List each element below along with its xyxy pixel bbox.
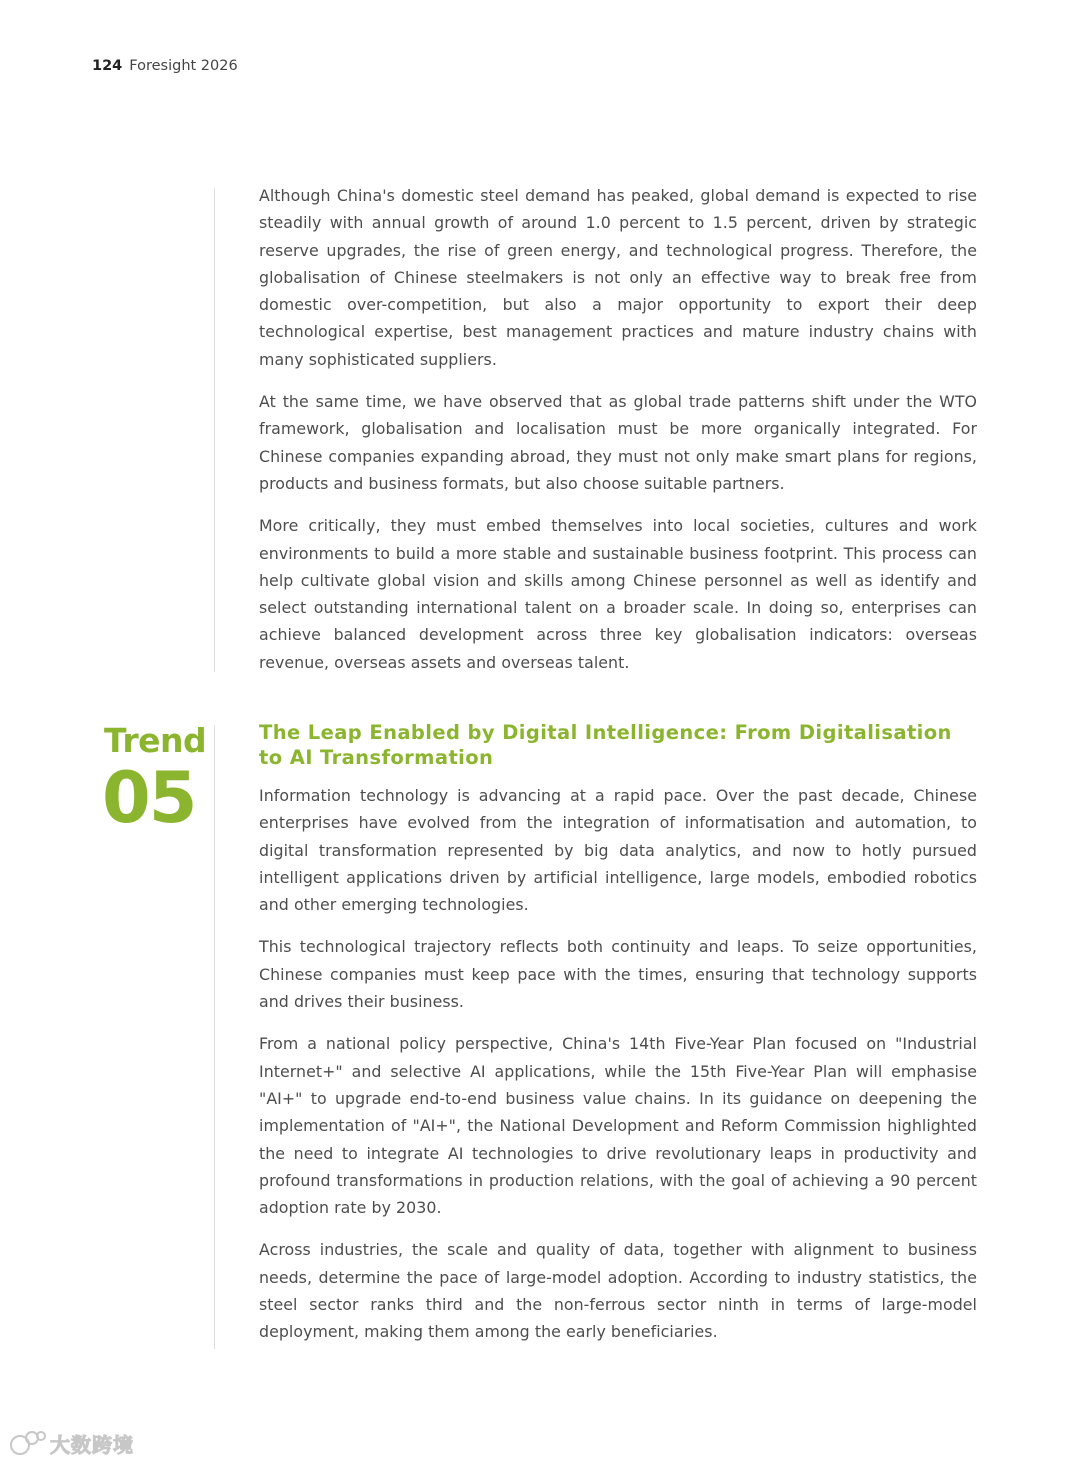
paragraph: This technological trajectory reflects both continuity and leaps. To seize opportunities, Chinese companies must keep pace with the times, ensuring that technology supports and drives their business. xyxy=(259,937,977,1012)
paragraph: Information technology is advancing at a rapid pace. Over the past decade, Chinese enterprises have evolved from the integration of informatisation and automation, to digital transformation represented by big data analytics, and now to hotly pursued intelligent applications driven by artificial intelligence, large models, embodied robotics and other emerging technologies. xyxy=(259,786,977,915)
page-header xyxy=(92,58,238,74)
paragraph: Across industries, the scale and quality of data, together with alignment to business needs, determine the pace of large-model adoption. According to industry statistics, the steel sector ranks third and the non-ferrous sector ninth in terms of large-model deployment, making them among the early beneficiaries. xyxy=(259,1240,977,1342)
publication-title: Foresight 2026 xyxy=(129,58,238,74)
section-one-body xyxy=(259,182,977,691)
watermark-text: 大数跨境 xyxy=(50,1432,134,1457)
watermark-logo-icon xyxy=(8,1428,46,1458)
paragraph: More critically, they must embed themselves into local societies, cultures and work environments to build a more stable and sustainable business footprint. This process can help cultivate global vision and skills among Chinese personnel as well as identify and select outstanding international talent on a broader scale. In doing so, enterprises can achieve balanced development across three key globalisation indicators: overseas revenue, overseas assets and overseas talent. xyxy=(259,516,977,672)
watermark xyxy=(8,1428,134,1458)
trend-body xyxy=(259,720,977,1361)
section-divider-bottom xyxy=(214,725,215,1349)
trend-label: Trend xyxy=(104,721,207,760)
trend-heading: The Leap Enabled by Digital Intelligence: From Digitalisation to AI Transformation xyxy=(259,721,952,769)
paragraph: From a national policy perspective, China's 14th Five-Year Plan focused on "Industrial Internet+" and selective AI applications, while the 15th Five-Year Plan will emphasise "AI+" to upgrade end-to-end business value chains. In its guidance on deepening the implementation of "AI+", the National Development and Reform Commission highlighted the need to integrate AI technologies to drive revolutionary leaps in productivity and profound transformations in production relations, with the goal of achieving a 90 percent adoption rate by 2030. xyxy=(259,1034,977,1218)
paragraph: At the same time, we have observed that as global trade patterns shift under the WTO framework, globalisation and localisation must be more organically integrated. For Chinese companies expanding abroad, they must not only make smart plans for regions, products and business formats, but also choose suitable partners. xyxy=(259,392,977,493)
trend-number: 05 xyxy=(102,757,196,839)
section-divider-top xyxy=(214,188,215,672)
paragraph: Although China's domestic steel demand has peaked, global demand is expected to rise steadily with annual growth of around 1.0 percent to 1.5 percent, driven by strategic reserve upgrades, the rise of green energy, and technological progress. Therefore, the globalisation of Chinese steelmakers is not only an effective way to break free from domestic over-competition, but also a major opportunity to export their deep technological expertise, best management practices and mature industry chains with many sophisticated suppliers. xyxy=(259,186,977,369)
page-number: 124 xyxy=(92,58,123,74)
